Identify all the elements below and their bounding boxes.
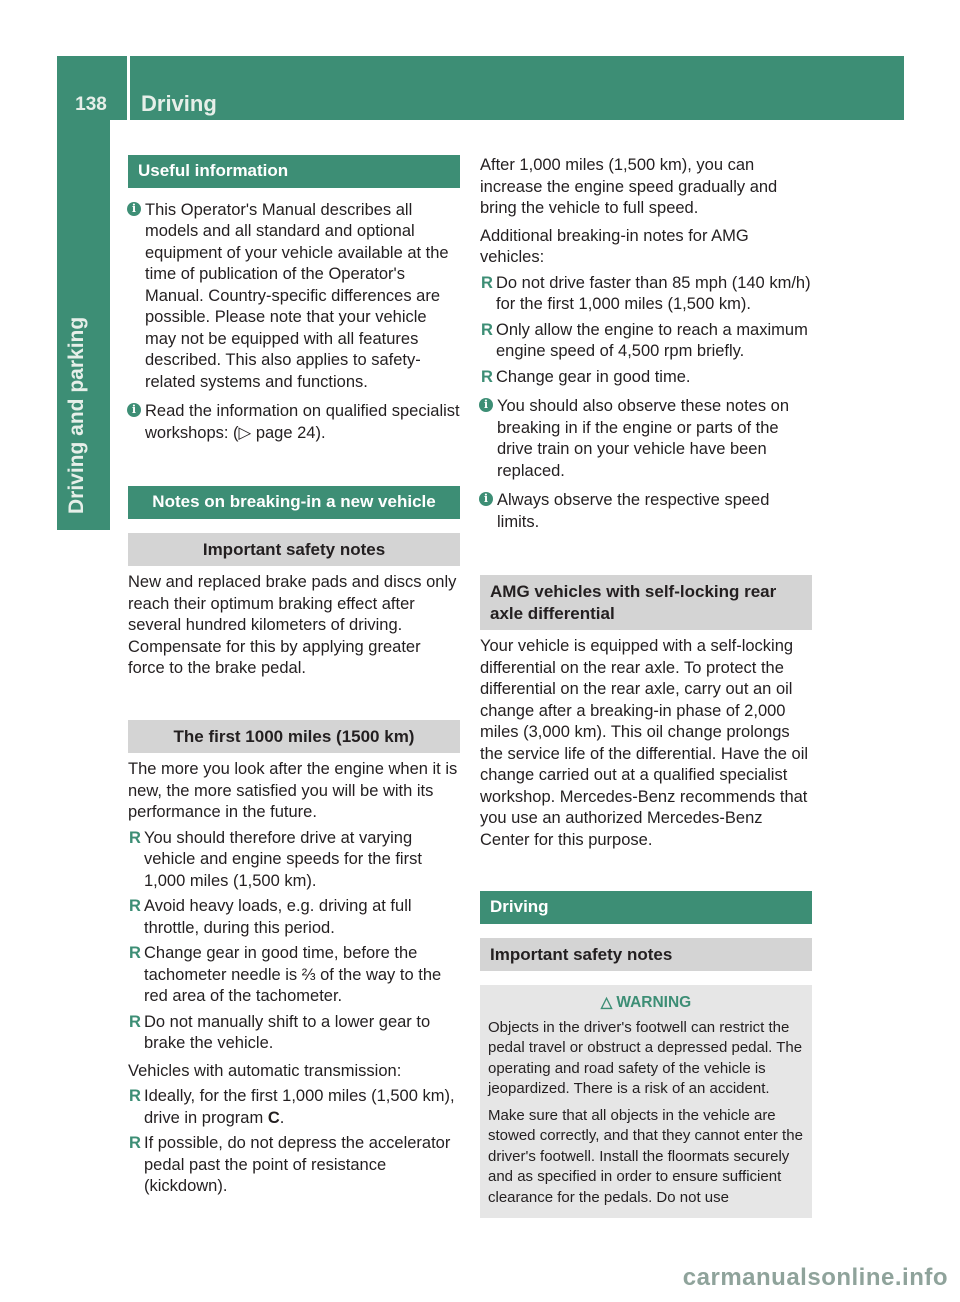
breakin-heading: Notes on breaking-in a new vehicle [128, 486, 460, 519]
list-item [128, 943, 460, 1008]
list-item [128, 1086, 460, 1129]
amg-diff-paragraph: Your vehicle is equipped with a self-locking differential on the rear axle. To protect the differential on the rear axle, carry out an oil change after a breaking-in phase of 2,000 miles (3,000 km). This oil change prolongs the service life of the differential. Have the oil change carried out at a qualified specialist workshop. Mercedes-Benz recommends that you use an authorized Mercedes-Benz Center for this purpose. [480, 637, 809, 849]
info-icon: i [479, 398, 493, 412]
list-item-text: . [279, 1108, 285, 1127]
amg-notes-paragraph: Additional breaking-in notes for AMG vehicles: [480, 226, 749, 266]
list-item [128, 828, 460, 893]
amg-diff-heading: AMG vehicles with self-locking rear axle differential [480, 575, 812, 630]
info-text: Always observe the respective speed limits. [497, 491, 770, 531]
page-ref-link[interactable]: page 24). [251, 423, 326, 442]
info-note [480, 490, 812, 533]
program-letter: C [267, 1108, 280, 1127]
list-item-text: Change gear in good time, before the tachometer needle is ⅔ of the way to the red area of the tachometer. [144, 944, 442, 1005]
header-divider [127, 56, 130, 120]
bullet-icon: R [129, 897, 141, 915]
warning-header [488, 993, 804, 1014]
warning-text: Objects in the driver's footwell can restrict the pedal travel or obstruct a depressed pedal. The operating and road safety of the vehicle is jeopardized. There is a risk of an accident. [488, 1018, 803, 1097]
auto-transmission-paragraph: Vehicles with automatic transmission: [128, 1061, 402, 1080]
watermark: carmanualsonline.info [682, 1264, 948, 1291]
intro-paragraph: After 1,000 miles (1,500 km), you can increase the engine speed gradually and bring the vehicle to full speed. [480, 156, 778, 217]
bullet-icon: R [481, 320, 493, 339]
right-column [480, 155, 812, 1218]
bullet-icon: R [481, 367, 493, 386]
useful-info-heading: Useful information [128, 155, 460, 188]
safety-notes-heading: Important safety notes [128, 533, 460, 567]
info-text: This Operator's Manual describes all models and all standard and optional equipment of your vehicle available at the time of publication of the Operator's Manual. Country-specific differences are possible. Please note that your vehicle may not be equipped with all features described. This also applies to safety-related systems and functions. [145, 200, 449, 391]
driving-heading: Driving [480, 891, 812, 924]
list-item [128, 1012, 460, 1055]
bullet-icon: R [481, 273, 493, 292]
info-text: Read the information on qualified specialist workshops: ( [145, 402, 460, 442]
info-icon: i [127, 202, 141, 216]
bullet-icon: R [129, 828, 141, 847]
info-note [480, 396, 812, 482]
header-bar [57, 56, 904, 120]
safety-paragraph: New and replaced brake pads and discs only reach their optimum braking effect after several hundred kilometers of driving. Compensate for this by applying greater force to the brake pedal. [128, 573, 457, 677]
first-miles-paragraph: The more you look after the engine when it is new, the more satisfied you will be with its performance in the future. [128, 760, 458, 821]
list-item-text: Avoid heavy loads, e.g. driving at full throttle, during this period. [144, 897, 412, 937]
bullet-icon: R [129, 1087, 141, 1105]
bullet-icon: R [129, 1012, 141, 1031]
info-icon: i [479, 492, 493, 506]
list-item-text: Do not drive faster than 85 mph (140 km/h) for the first 1,000 miles (1,500 km). [496, 273, 811, 313]
first-miles-heading: The first 1000 miles (1500 km) [128, 720, 460, 754]
list-item-text: Change gear in good time. [496, 367, 691, 386]
list-item [480, 273, 812, 316]
section-title: Driving and parking [65, 316, 88, 514]
list-item [480, 320, 812, 363]
info-note [128, 200, 460, 394]
list-item [480, 367, 812, 389]
driving-safety-heading: Important safety notes [480, 938, 812, 972]
bullet-icon: R [129, 1134, 141, 1152]
bullet-icon: R [129, 944, 141, 962]
list-item [128, 1133, 460, 1198]
info-icon: i [127, 403, 141, 417]
list-item-text: Do not manually shift to a lower gear to brake the vehicle. [144, 1012, 431, 1052]
page-ref-arrow-icon: ▷ [238, 423, 252, 442]
section-tab [57, 120, 110, 530]
left-column [128, 155, 460, 1198]
warning-box [480, 985, 812, 1218]
list-item-text: If possible, do not depress the accelerator pedal past the point of resistance (kickdown). [144, 1134, 451, 1195]
info-text: You should also observe these notes on breaking in if the engine or parts of the drive train on your vehicle have been replaced. [497, 397, 790, 480]
list-item-text: Ideally, for the first 1,000 miles (1,500 km), drive in program [144, 1087, 455, 1127]
info-note [128, 401, 460, 444]
warning-triangle-icon: △ [600, 994, 613, 1011]
warning-label: WARNING [616, 994, 692, 1011]
list-item-text: You should therefore drive at varying vehicle and engine speeds for the first 1,000 miles (1,500 km). [144, 828, 422, 890]
page-number: 138 [75, 94, 107, 115]
list-item-text: Only allow the engine to reach a maximum engine speed of 4,500 rpm briefly. [496, 320, 808, 360]
chapter-title: Driving [141, 91, 217, 116]
warning-text: Make sure that all objects in the vehicle are stowed correctly, and that they cannot enter the driver's footwell. Install the floormats securely and as specified in order to ensure sufficient clearance for the pedals. Do not use [488, 1106, 803, 1206]
list-item [128, 896, 460, 939]
